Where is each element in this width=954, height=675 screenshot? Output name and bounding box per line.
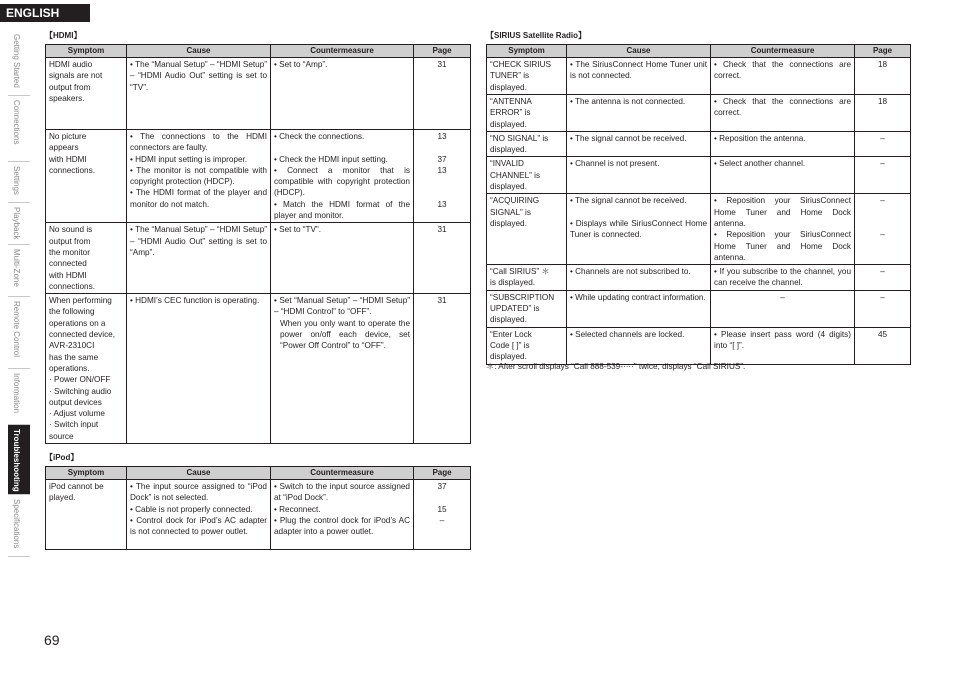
sidebar-item-connections[interactable] [8, 96, 30, 162]
symptom-cell [487, 327, 567, 364]
symptom-line: connected [49, 259, 87, 269]
symptom-cell [487, 157, 567, 194]
sidebar-item-information[interactable] [8, 369, 30, 425]
table-row [487, 290, 911, 327]
column-header-symptom: Symptom [487, 45, 567, 58]
page-number-ref: 37 [437, 154, 447, 164]
page-cell: 31 [414, 294, 471, 444]
countermeasure-text: • Connect a monitor that is compatible with copyright protection (HDCP). [274, 165, 410, 198]
column-header-countermeasure: Countermeasure [271, 45, 414, 58]
symptom-line: output from [49, 236, 91, 246]
symptom-line: the monitor [49, 247, 90, 257]
symptom-line: “Call SIRIUS” ＊ [490, 267, 550, 277]
table-header-row [487, 45, 911, 58]
countermeasure-cell [711, 58, 855, 95]
page-number-ref: 13 [437, 132, 447, 141]
countermeasure-text: • Reconnect. [274, 504, 321, 514]
sidebar-item-label: Playback [12, 207, 21, 240]
table-row [487, 157, 911, 194]
symptom-line: has the same [49, 352, 99, 362]
column-header-page: Page [414, 467, 471, 480]
sidebar-item-specifications[interactable] [8, 495, 30, 557]
countermeasure-text: • Match the HDMI format of the player and monitor. [274, 199, 410, 221]
page-cell: – [855, 157, 911, 194]
symptom-line: output devices [49, 397, 102, 407]
table-header-row [46, 45, 471, 58]
symptom-line: ERROR” is [490, 108, 531, 118]
symptom-line: connected device, [49, 330, 115, 340]
symptom-line: “INVALID [490, 159, 524, 169]
sirius-footnote: ＊: After scroll displays “Call 888-539-····” twice, displays “Call SIRIUS”. [486, 362, 746, 371]
cause-text: • The HDMI format of the player and monitor do not match. [130, 188, 267, 209]
symptom-line: Code [ ]” is [490, 340, 530, 350]
symptom-line: displayed. [490, 218, 527, 228]
table-row [46, 223, 471, 294]
symptom-line: operations. [49, 363, 90, 373]
cause-cell [127, 480, 271, 550]
cause-text: • HDMI input setting is improper. [130, 154, 248, 164]
countermeasure-cell [271, 58, 414, 130]
page-number-ref: 13 [437, 165, 447, 175]
countermeasure-cell [711, 131, 855, 157]
countermeasure-cell [711, 95, 855, 132]
symptom-line: iPod cannot be [49, 482, 104, 491]
countermeasure-text: • Reposition your SiriusConnect Home Tuner and Home Dock antenna. [714, 230, 851, 262]
countermeasure-cell [271, 480, 414, 550]
countermeasure-text: • Plug the control dock for iPod’s AC adapter into a power outlet. [274, 515, 410, 537]
cause-cell [567, 157, 711, 194]
sidebar-item-remote-control[interactable] [8, 297, 30, 369]
page-number: 69 [44, 632, 60, 648]
countermeasure-text: • Switch to the input source assigned at “iPod Dock”. [274, 482, 410, 503]
ipod-table [45, 466, 471, 550]
table-row [487, 265, 911, 291]
cause-text: • The signal cannot be received. [570, 133, 687, 143]
cause-cell [127, 58, 271, 130]
sidebar-item-troubleshooting[interactable] [8, 425, 30, 495]
symptom-line: “CHECK SIRIUS [490, 60, 551, 69]
sidebar-item-label: Specifications [12, 499, 21, 549]
sidebar-item-label: Connections [12, 100, 21, 145]
cause-text: • Selected channels are locked. [570, 329, 685, 339]
symptom-cell [487, 290, 567, 327]
countermeasure-text: • Check that the connections are correct. [714, 60, 851, 81]
column-header-cause: Cause [567, 45, 711, 58]
page-cell: 31 [414, 223, 471, 294]
countermeasure-text: • Check the connections. [274, 132, 365, 141]
countermeasure-cell [271, 294, 414, 444]
symptom-line: displayed. [490, 82, 527, 92]
column-header-cause: Cause [127, 45, 271, 58]
page-cell: 18 [855, 95, 911, 132]
cause-text: • Channel is not present. [570, 159, 660, 169]
symptom-line: displayed. [490, 315, 527, 325]
countermeasure-cell: – [711, 290, 855, 327]
symptom-line: · Adjust volume [49, 409, 105, 419]
countermeasure-text: • Reposition your SiriusConnect Home Tuner and Home Dock antenna. [714, 196, 851, 228]
symptom-line: displayed. [490, 119, 527, 129]
cause-text: • While updating contract information. [570, 292, 706, 302]
page-number-ref: 13 [437, 199, 447, 209]
symptom-cell [487, 194, 567, 265]
symptom-line: No sound is [49, 225, 93, 235]
page-cell: – [855, 131, 911, 157]
sidebar-nav [8, 30, 30, 557]
page-cell [414, 130, 471, 223]
symptom-line: signals are not [49, 71, 103, 81]
countermeasure-cell [271, 130, 414, 223]
countermeasure-cell [711, 157, 855, 194]
table-row [487, 327, 911, 364]
symptom-line: “ACQUIRING [490, 196, 540, 206]
table-row [487, 95, 911, 132]
symptom-line: operations on a [49, 318, 106, 328]
sidebar-item-label: Information [12, 373, 21, 414]
countermeasure-cell [711, 194, 855, 265]
countermeasure-text: • Set to “TV”. [274, 225, 321, 235]
symptom-cell [487, 265, 567, 291]
symptom-line: displayed. [490, 182, 527, 192]
cause-cell [567, 327, 711, 364]
symptom-line: “SUBSCRIPTION [490, 292, 555, 302]
column-header-page: Page [414, 45, 471, 58]
page-cell: 18 [855, 58, 911, 95]
table-row [46, 130, 471, 223]
sidebar-item-label: Troubleshooting [12, 429, 21, 492]
symptom-line: TUNER” is [490, 71, 530, 81]
cause-cell [567, 290, 711, 327]
sirius-section-title: 【SIRIUS Satellite Radio】 [486, 31, 587, 40]
symptom-line: “NO SIGNAL” is [490, 133, 549, 143]
symptom-line: is displayed. [490, 278, 536, 288]
cause-text: • The “Manual Setup” – “HDMI Setup” – “HDMI Audio Out” setting is set to “Amp”. [130, 225, 267, 257]
column-header-countermeasure: Countermeasure [271, 467, 414, 480]
sidebar-item-label: Multi-Zone [12, 249, 21, 287]
column-header-page: Page [855, 45, 911, 58]
sidebar-item-getting-started[interactable] [8, 30, 30, 96]
table-row [46, 294, 471, 444]
cause-cell [127, 294, 271, 444]
symptom-line: · Power ON/OFF [49, 375, 111, 385]
symptom-line: source [49, 431, 74, 441]
countermeasure-text: • Please insert pass word (4 digits) into “[ ]”. [714, 329, 851, 350]
cause-cell [567, 265, 711, 291]
symptom-line: connections. [49, 281, 95, 291]
countermeasure-text: • Set to “Amp”. [274, 60, 328, 69]
page-number-ref: 37 [437, 482, 447, 491]
sidebar-item-label: Getting Started [12, 34, 21, 88]
cause-text: • The signal cannot be received. [570, 196, 687, 206]
page-number-ref: 15 [437, 504, 447, 514]
column-header-countermeasure: Countermeasure [711, 45, 855, 58]
table-row [487, 58, 911, 95]
countermeasure-text: • Set “Manual Setup” – “HDMI Setup” – “HDMI Control” to “OFF”. [274, 296, 410, 317]
language-badge: ENGLISH [0, 4, 90, 22]
cause-cell [567, 95, 711, 132]
symptom-line: No picture [49, 132, 87, 141]
cause-text: • The antenna is not connected. [570, 97, 686, 106]
symptom-line: CHANNEL” is [490, 170, 541, 180]
sidebar-item-playback[interactable] [8, 203, 30, 245]
cause-text: • Control dock for iPod’s AC adapter is not connected to power outlet. [130, 515, 267, 537]
countermeasure-note: When you only want to operate the power on/off each device, set “Power Off Control” to “OFF”. [280, 318, 410, 351]
page-cell [414, 480, 471, 550]
countermeasure-text: • Check the HDMI input setting. [274, 154, 388, 164]
symptom-line: connections. [49, 165, 95, 175]
symptom-cell [46, 480, 127, 550]
symptom-line: appears [49, 143, 79, 153]
table-row [487, 194, 911, 265]
symptom-cell [46, 223, 127, 294]
cause-cell [567, 131, 711, 157]
symptom-cell [46, 58, 127, 130]
symptom-line: “ANTENNA [490, 97, 532, 106]
symptom-line: SIGNAL” is [490, 207, 531, 217]
page-cell: 31 [414, 58, 471, 130]
sidebar-item-settings[interactable] [8, 162, 30, 203]
cause-text: • The “Manual Setup” – “HDMI Setup” – “HDMI Audio Out” setting is set to “TV”. [130, 60, 267, 92]
cause-text: • The connections to the HDMI connectors are faulty. [130, 132, 267, 153]
column-header-symptom: Symptom [46, 45, 127, 58]
cause-text: • HDMI’s CEC function is operating. [130, 296, 260, 306]
symptom-line: HDMI audio [49, 60, 93, 69]
symptom-line: When performing [49, 296, 112, 306]
symptom-line: “Enter Lock [490, 329, 532, 339]
cause-cell [127, 223, 271, 294]
symptom-line: output from [49, 82, 91, 92]
symptom-line: with HDMI [49, 154, 87, 164]
countermeasure-text: • Select another channel. [714, 159, 806, 169]
table-header-row [46, 467, 471, 480]
cause-text: • The monitor is not compatible with copyright protection (HDCP). [130, 165, 267, 187]
countermeasure-cell [271, 223, 414, 294]
countermeasure-text: • Check that the connections are correct. [714, 97, 851, 118]
symptom-cell [487, 131, 567, 157]
sirius-table [486, 44, 911, 365]
hdmi-table [45, 44, 471, 444]
symptom-cell [46, 294, 127, 444]
page-cell: – [855, 265, 911, 291]
symptom-line: the following [49, 307, 95, 317]
page-number-ref: – [880, 230, 885, 240]
symptom-line: played. [49, 493, 76, 503]
symptom-line: speakers. [49, 93, 85, 103]
symptom-line: AVR-2310CI [49, 341, 95, 351]
symptom-line: displayed. [490, 352, 527, 362]
column-header-symptom: Symptom [46, 467, 127, 480]
page-number-ref: – [880, 196, 885, 206]
symptom-cell [487, 95, 567, 132]
cause-text: • Channels are not subscribed to. [570, 267, 691, 277]
cause-cell [127, 130, 271, 223]
countermeasure-cell [711, 327, 855, 364]
page-cell [855, 194, 911, 265]
symptom-line: UPDATED” is [490, 304, 540, 314]
symptom-line: · Switch input [49, 420, 99, 430]
cause-text: • Cable is not properly connected. [130, 504, 253, 514]
sidebar-item-multi-zone[interactable] [8, 245, 30, 297]
ipod-section-title: 【iPod】 [45, 453, 79, 462]
sidebar-item-label: Settings [12, 166, 21, 195]
cause-text: • The input source assigned to “iPod Dock” is not selected. [130, 482, 267, 503]
symptom-line: · Switching audio [49, 386, 112, 396]
table-row [46, 58, 471, 130]
hdmi-section-title: 【HDMI】 [45, 31, 82, 40]
sidebar-item-label: Remote Control [12, 301, 21, 358]
table-row [46, 480, 471, 550]
countermeasure-text: • If you subscribe to the channel, you can receive the channel. [714, 267, 851, 288]
cause-cell [567, 58, 711, 95]
cause-cell [567, 194, 711, 265]
countermeasure-cell [711, 265, 855, 291]
page-number-ref: – [439, 515, 445, 525]
table-row [487, 131, 911, 157]
symptom-line: with HDMI [49, 270, 87, 280]
page-cell: – [855, 290, 911, 327]
page-cell: 45 [855, 327, 911, 364]
column-header-cause: Cause [127, 467, 271, 480]
symptom-cell [487, 58, 567, 95]
cause-text: • The SiriusConnect Home Tuner unit is not connected. [570, 60, 707, 81]
symptom-line: displayed. [490, 145, 527, 155]
countermeasure-text: • Reposition the antenna. [714, 133, 806, 143]
symptom-cell [46, 130, 127, 223]
cause-text: • Displays while SiriusConnect Home Tuner is connected. [570, 218, 707, 240]
